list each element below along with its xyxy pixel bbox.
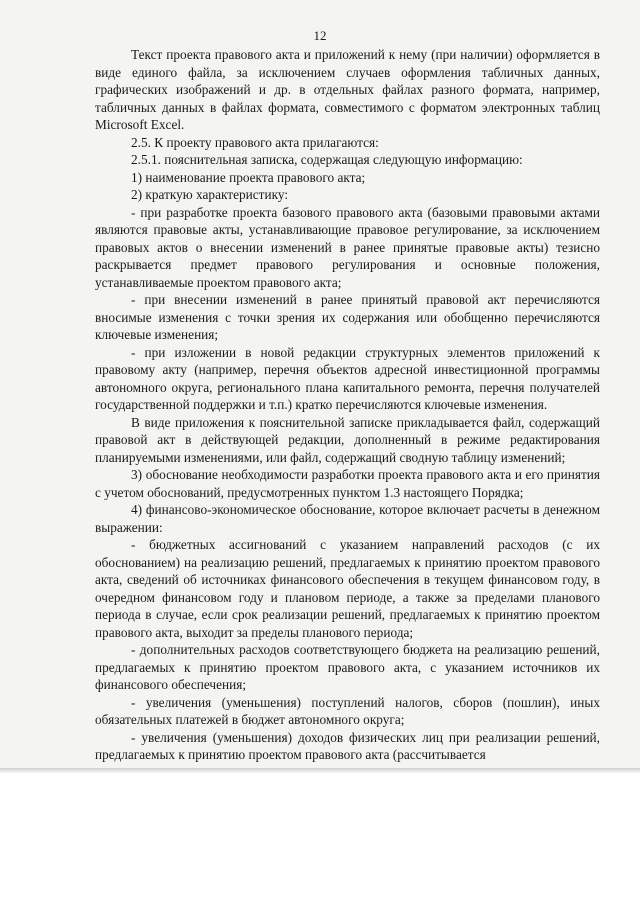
paragraph: - увеличения (уменьшения) доходов физических лиц при реализации решений, предлагаемых к принятию проектом правового акта (рассчитывается [95,729,600,762]
paragraph: - при изложении в новой редакции структурных элементов приложений к правовому акту (например, перечня объектов адресной инвестиционной программы автономного округа, регионального плана капитального ремонта, перечня получателей государственной поддержки и т.п.) кратко перечисляются ключевые изменения. [95,344,600,412]
scan-edge [0,768,640,774]
paragraph: - дополнительных расходов соответствующего бюджета на реализацию решений, предлагаемых к принятию проектом правового акта, с указанием источников их финансового обеспечения; [95,642,600,692]
paragraph: 4) финансово-экономическое обоснование, которое включает расчеты в денежном выражении: [95,502,600,535]
paragraph: - бюджетных ассигнований с указанием направлений расходов (с их обоснованием) на реализацию решений, предлагаемых к принятию проектом правового акта, сведений об источниках финансового обеспечения в текущем финансовом году, в очередном финансовом году и плановом периоде, а также за пределами планового периода в случае, если срок реализации решений, предлагаемых к принятию проектом правового акта, выходит за пределы планового периода; [95,537,600,640]
paragraph: - увеличения (уменьшения) поступлений налогов, сборов (пошлин), иных обязательных платежей в бюджет автономного округа; [95,694,600,727]
paragraph: 2.5.1. пояснительная записка, содержащая следующую информацию: [131,152,523,167]
paragraph: - при разработке проекта базового правового акта (базовыми правовыми актами являются правовые акты, устанавливающие правовое регулирование, за исключением правовых актов о внесении изменений в ранее принятые правовые акты) тезисно раскрывается предмет правового регулирования и основные положения, устанавливаемые проектом правового акта; [95,204,600,290]
paragraph: 1) наименование проекта правового акта; [131,169,366,185]
paragraph: 2) краткую характеристику: [131,187,289,202]
paragraph: 3) обоснование необходимости разработки проекта правового акта и его принятия с учетом обоснований, предусмотренных пунктом 1.3 настоящего Порядка; [95,467,600,500]
paragraph: В виде приложения к пояснительной записке прикладывается файл, содержащий правовой акт в действующей редакции, дополненный в режиме редактирования планируемыми изменениями, или файл, содержащий сводную таблицу изменений; [95,414,600,465]
paragraph: Текст проекта правового акта и приложений к нему (при наличии) оформляется в виде единого файла, за исключением случаев оформления табличных данных, графических изображений и др. в отдельных файлах разного формата, например, табличных данных в файлах формата, совместимого с форматом электронных таблиц Microsoft Excel. [95,47,600,132]
document-body [95,46,600,764]
paragraph: - при внесении изменений в ранее принятый правовой акт перечисляются вносимые изменения с точки зрения их содержания или обобщенно перечисляются ключевые изменения; [95,292,600,342]
page-number: 12 [313,28,327,43]
paragraph: 2.5. К проекту правового акта прилагаются: [131,134,379,150]
